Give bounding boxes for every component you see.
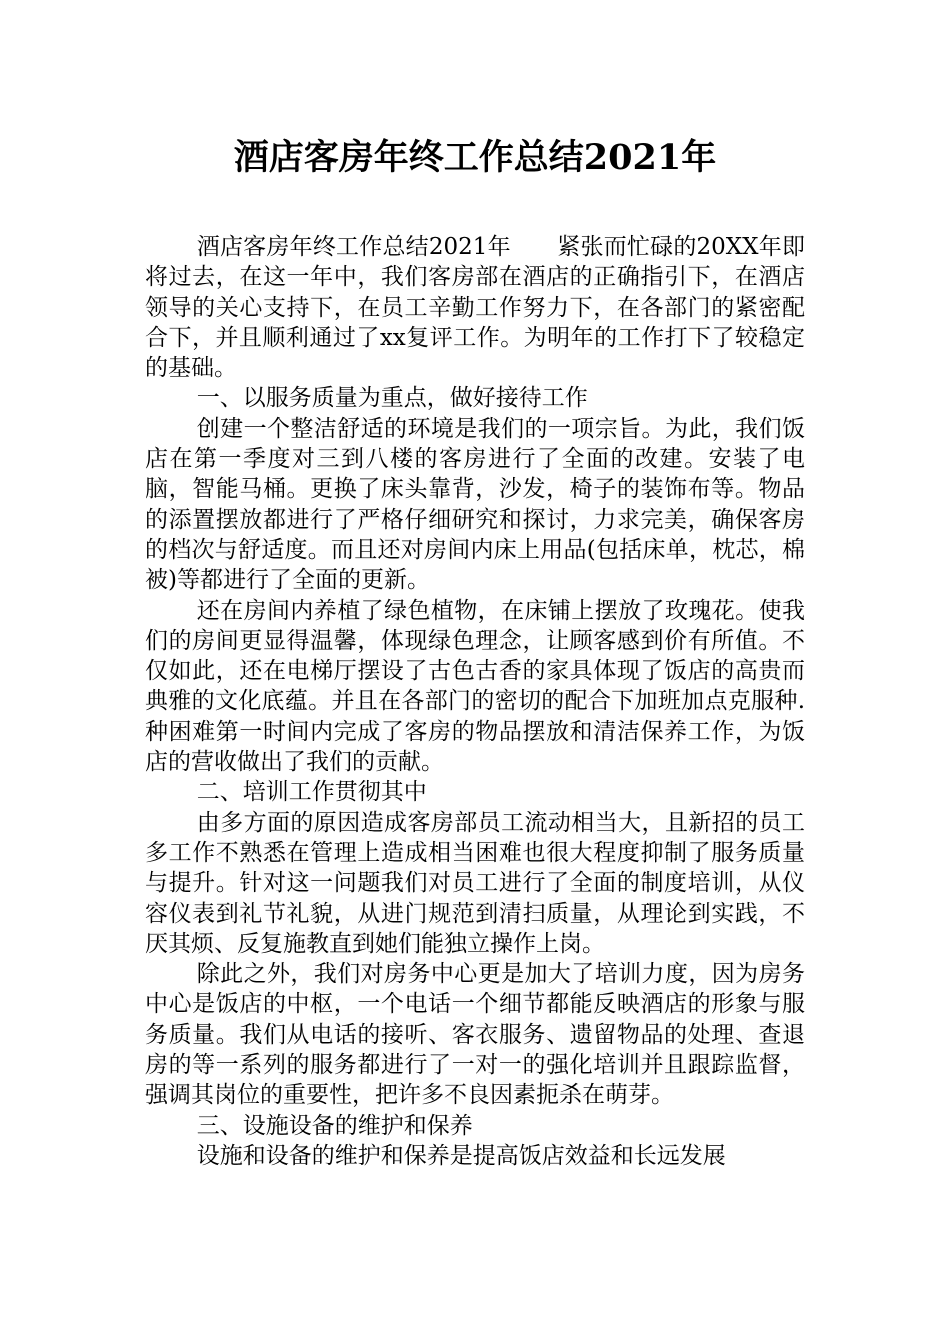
paragraph: 设施和设备的维护和保养是提高饭店效益和长远发展: [196, 1142, 726, 1169]
paragraph: 由多方面的原因造成客房部员工流动相当大，且新招的员工多工作不熟悉在管理上造成相当困难也很大程度抑制了服务质量与提升。针对这一问题我们对员工进行了全面的制度培训，从仪容仪表到礼节礼貌，从进门规范到清扫质量，从理论到实践，不厌其烦、反复施教直到她们能独立操作上岗。: [145, 809, 805, 957]
section-heading-2: 二、培训工作贯彻其中: [196, 779, 427, 806]
paragraph: 创建一个整洁舒适的环境是我们的一项宗旨。为此，我们饭店在第一季度对三到八楼的客房进行了全面的改建。安装了电脑，智能马桶。更换了床头靠背，沙发，椅子的装饰布等。物品的添置摆放都进行了严格仔细研究和探讨，力求完美，确保客房的档次与舒适度。而且还对房间内床上用品(包括床单，枕芯，棉被)等都进行了全面的更新。: [145, 415, 805, 594]
document-title: 酒店客房年终工作总结2021年: [233, 137, 717, 178]
paragraph: 还在房间内养植了绿色植物，在床铺上摆放了玫瑰花。使我们的房间更显得温馨，体现绿色理念，让顾客感到价有所值。不仅如此，还在电梯厅摆设了古色古香的家具体现了饭店的高贵而典雅的文化底蕴。并且在各部门的密切的配合下加班加点克服种.种困难第一时间内完成了客房的物品摆放和清洁保养工作，为饭店的营收做出了我们的贡献。: [145, 597, 805, 776]
section-heading-3: 三、设施设备的维护和保养: [196, 1112, 473, 1139]
paragraph: 除此之外，我们对房务中心更是加大了培训力度，因为房务中心是饭店的中枢，一个电话一个细节都能反映酒店的形象与服务质量。我们从电话的接听、客衣服务、遗留物品的处理、查退房的等一系列的服务都进行了一对一的强化培训并且跟踪监督，强调其岗位的重要性，把许多不良因素扼杀在萌芽。: [145, 961, 805, 1109]
paragraph-intro: 酒店客房年终工作总结2021年 紧张而忙碌的20XX年即将过去，在这一年中，我们客房部在酒店的正确指引下，在酒店领导的关心支持下，在员工辛勤工作努力下，在各部门的紧密配合下，并且顺利通过了xx复评工作。为明年的工作打下了较稳定的基础。: [145, 234, 805, 382]
document-body: [145, 232, 805, 1171]
section-heading-1: 一、以服务质量为重点，做好接待工作: [196, 385, 588, 412]
